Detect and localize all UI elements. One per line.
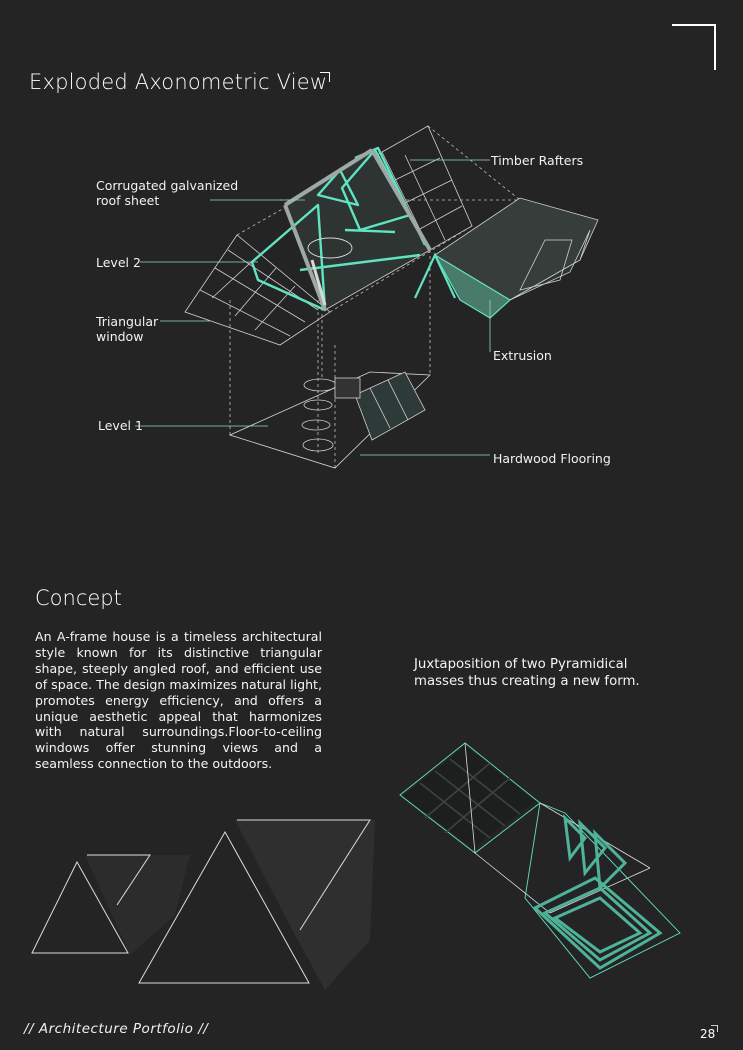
footer-portfolio-label: // Architecture Portfolio //	[24, 1021, 209, 1037]
label-roof-sheet: Corrugated galvanized roof sheet	[96, 178, 239, 208]
exploded-axonometric-diagram	[0, 110, 743, 490]
label-level-1: Level 1	[98, 418, 143, 433]
page-bracket-icon	[711, 1025, 718, 1032]
triangle-sketch-illustration	[25, 815, 385, 1005]
juxtaposition-caption: Juxtaposition of two Pyramidical masses thus creating a new form.	[414, 657, 640, 689]
page-title: Exploded Axonometric View	[29, 70, 328, 94]
title-bracket-icon	[320, 72, 330, 82]
label-timber-rafters: Timber Rafters	[491, 153, 584, 168]
concept-heading: Concept	[35, 586, 122, 610]
corner-bracket-icon	[672, 24, 716, 70]
label-triangular-window: Triangular window	[96, 314, 159, 344]
pyramidical-masses-illustration	[395, 738, 695, 983]
label-level-2: Level 2	[96, 255, 141, 270]
label-hardwood-flooring: Hardwood Flooring	[493, 451, 611, 466]
concept-paragraph: An A-frame house is a timeless architectural style known for its distinctive triangular shape, steeply angled roof, and efficient use of space. The design maximizes natural light, promotes energy efficiency, and offers a unique aesthetic appeal that harmonizes with natural surroundings.Floor-to-ceiling windows offer stunning views and a seamless connection to the outdoors.	[35, 629, 322, 772]
label-extrusion: Extrusion	[493, 348, 552, 363]
page-number: 28	[700, 1027, 716, 1041]
